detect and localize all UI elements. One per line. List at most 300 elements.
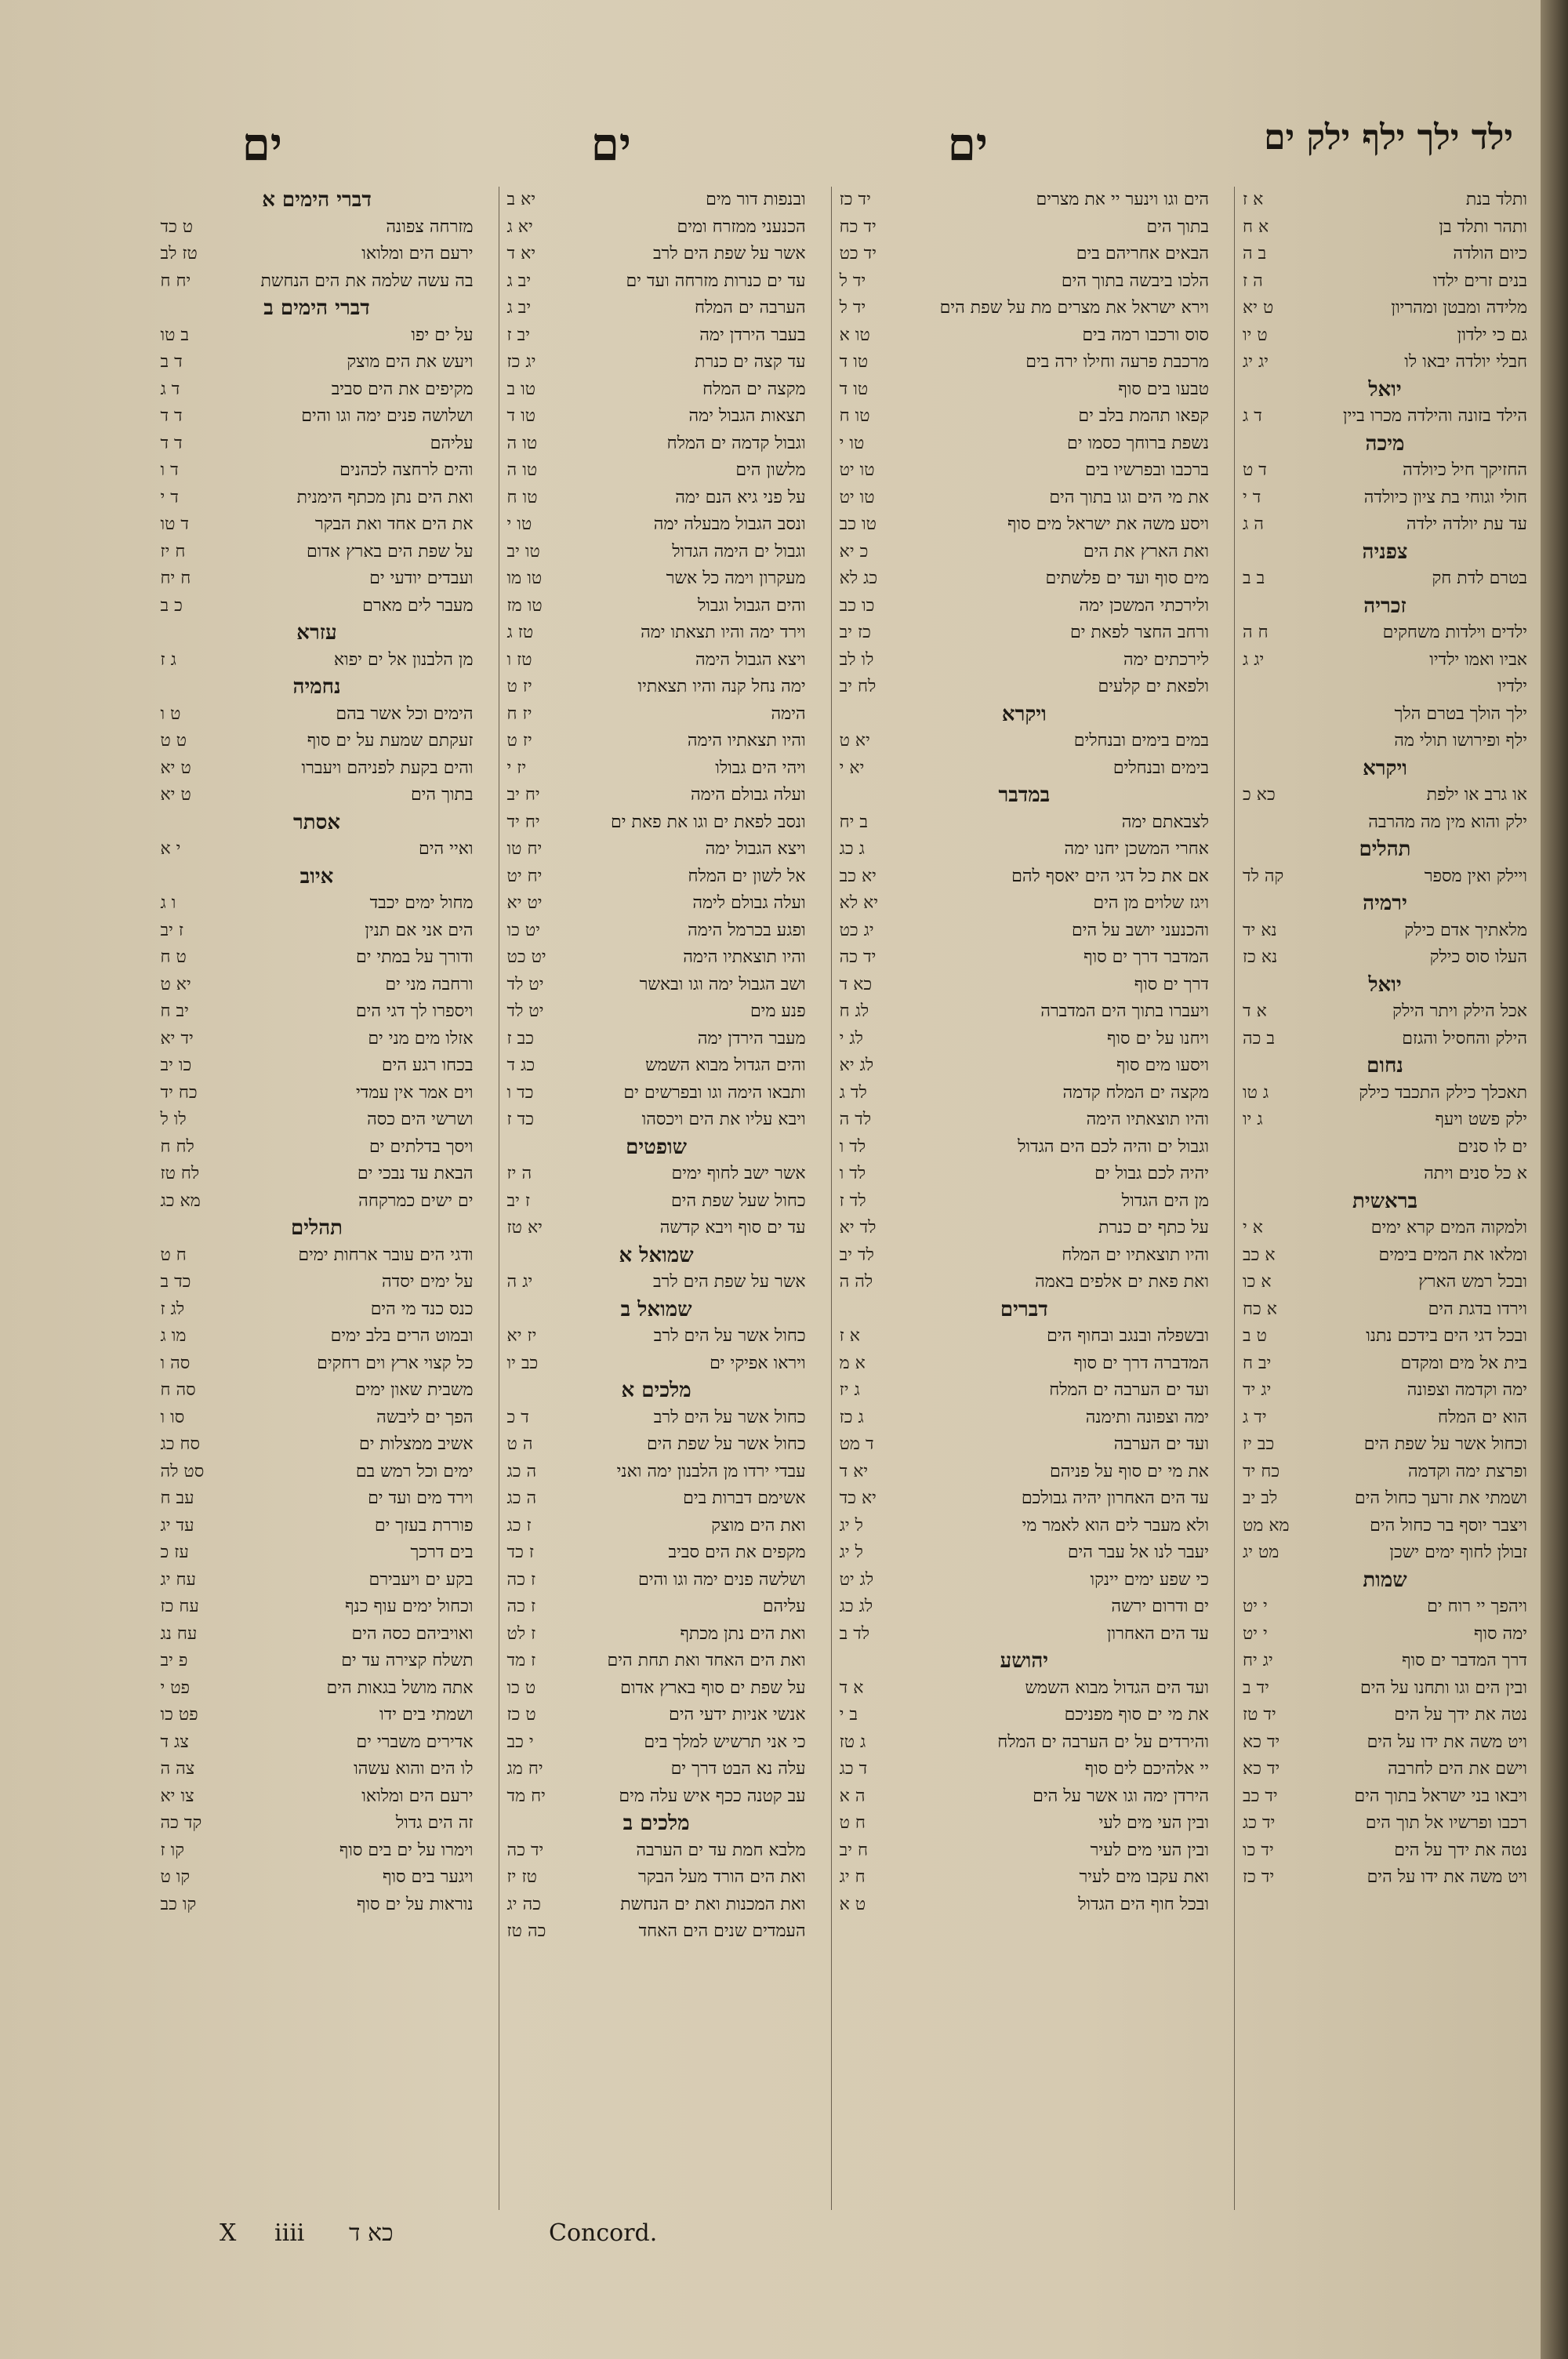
entry-text: ותבאו הימה וגו ובפרשים ים — [623, 1082, 806, 1103]
entry-row — [1243, 403, 1527, 431]
entry-text: בימים ובנחלים — [1112, 758, 1209, 778]
book-heading-text: שופטים — [626, 1135, 688, 1159]
entry-reference: ח יז — [160, 541, 186, 562]
entry-reference: יח יד — [506, 812, 540, 832]
entry-reference: עז כ — [160, 1543, 189, 1562]
entry-text: פוררת בעזך ים — [374, 1515, 474, 1536]
entry-text: ויחנו על ים סוף — [1107, 1028, 1209, 1049]
entry-text: ועלה גבולם לימה — [692, 893, 806, 913]
entry-row — [1243, 728, 1527, 755]
entry-reference: פט כו — [160, 1705, 198, 1725]
entry-text: יהיה לכם גבול ים — [1094, 1164, 1209, 1183]
entry-row — [507, 431, 806, 458]
entry-row — [1243, 782, 1527, 809]
entry-row — [840, 863, 1209, 891]
entry-text: על ים יפו — [411, 325, 474, 345]
entry-text: מלידה ומבטן ומהריון — [1391, 298, 1527, 318]
book-heading — [507, 1810, 806, 1837]
entry-text: עד ים כנרות מזרחה ועד ים — [626, 271, 806, 291]
book-heading-text: אסתר — [292, 810, 341, 834]
entry-reference: יא ט — [160, 974, 191, 994]
entry-text: עד קצה ים כנרת — [695, 352, 806, 372]
entry-text: ופרצת ימה וקדמה — [1407, 1461, 1527, 1481]
entry-text: מקצה ים המלח — [702, 379, 806, 399]
book-heading-text: תהלים — [291, 1216, 343, 1240]
entry-reference: כה טז — [506, 1921, 546, 1941]
entry-row — [160, 1350, 473, 1378]
entry-row — [840, 1783, 1209, 1811]
entry-row — [840, 187, 1209, 214]
entry-row — [840, 1431, 1209, 1459]
entry-row — [840, 918, 1209, 945]
entry-text: כיום הולדה — [1453, 244, 1527, 264]
entry-reference: לד ב — [839, 1623, 870, 1644]
entry-text: ויט משה את ידו על הים — [1367, 1867, 1527, 1887]
entry-text: ועבדים יודעי ים — [369, 569, 474, 588]
entry-text: ובכל חוף הים הגדול — [1078, 1894, 1209, 1914]
entry-text: כי אני תרשיש למלך בים — [644, 1732, 806, 1752]
entry-text: ים לו סנים — [1457, 1136, 1527, 1157]
entry-text: בתוך הים — [1146, 216, 1209, 237]
entry-row — [160, 944, 473, 972]
entry-text: ילף ופירושו תולי מה — [1394, 731, 1527, 751]
entry-reference: ה א — [839, 1786, 866, 1806]
entry-text: תאכלך כילק התכבד כילק — [1359, 1082, 1527, 1103]
entry-row — [160, 1188, 473, 1216]
entry-row — [160, 1134, 473, 1161]
book-heading-text: זכריה — [1363, 594, 1406, 618]
entry-row — [507, 1756, 806, 1783]
entry-text: ושב הגבול ימה וגו ובאשר — [639, 974, 806, 994]
entry-row — [1243, 1810, 1527, 1837]
entry-row — [1243, 1459, 1527, 1486]
book-heading-text: מלכים ב — [622, 1812, 690, 1835]
entry-reference: יט יא — [506, 893, 543, 913]
entry-row — [160, 1161, 473, 1188]
entry-reference: לג ח — [839, 1001, 869, 1021]
entry-row — [1243, 620, 1527, 647]
entry-reference: ט יא — [1243, 298, 1274, 318]
entry-row — [160, 349, 473, 376]
entry-row — [840, 647, 1209, 674]
entry-text: תצאות הגבול ימה — [688, 406, 806, 426]
book-heading-text: ויקרא — [1363, 756, 1407, 780]
entry-reference: ז יב — [506, 1190, 531, 1211]
book-heading — [1243, 1052, 1527, 1080]
entry-reference: מו ג — [160, 1326, 187, 1346]
entry-reference: יח יב — [506, 785, 540, 805]
entry-reference: קו ט — [160, 1867, 191, 1887]
entry-reference: קו ז — [160, 1840, 185, 1860]
entry-reference: א ד — [1243, 1001, 1267, 1021]
entry-reference: לד ו — [839, 1164, 866, 1183]
entry-row — [507, 539, 806, 566]
entry-row — [840, 1756, 1209, 1783]
entry-text: ולפאת ים קלעים — [1098, 677, 1209, 696]
entry-reference: טז ג — [506, 623, 534, 642]
column-head-yam-3: ים — [590, 118, 631, 171]
entry-reference: ז כה — [506, 1569, 536, 1590]
entry-row — [507, 485, 806, 512]
book-heading — [160, 809, 473, 837]
entry-reference: יט כו — [506, 920, 540, 940]
entry-row — [840, 890, 1209, 918]
book-heading-text: ויקרא — [1001, 702, 1047, 726]
entry-reference: ז לט — [506, 1623, 536, 1644]
entry-reference: טו א — [839, 325, 870, 345]
entry-reference: יא כד — [839, 1488, 877, 1508]
entry-row — [507, 755, 806, 783]
entry-row — [1243, 1431, 1527, 1459]
entry-text: רכבו ופרשיו אל תוך הים — [1365, 1813, 1527, 1833]
entry-reference: כו יב — [160, 1056, 192, 1075]
entry-reference: נא כז — [1243, 947, 1278, 967]
entry-row — [840, 1215, 1209, 1242]
entry-text: ופגע בכרמל הימה — [688, 920, 806, 940]
entry-reference: לג כג — [839, 1597, 873, 1616]
entry-row — [1243, 944, 1527, 972]
entry-row — [160, 918, 473, 945]
entry-text: ויילק ואין מספר — [1424, 866, 1527, 886]
entry-text: עב קטנה ככף איש עלה מים — [619, 1786, 806, 1806]
entry-reference: טו י — [839, 433, 865, 453]
entry-text: ובין הים וגו ותחנו על הים — [1360, 1677, 1527, 1698]
book-heading-text: איוב — [299, 864, 334, 889]
entry-row — [160, 1485, 473, 1513]
entry-row — [160, 1296, 473, 1324]
entry-row — [840, 565, 1209, 593]
entry-text: מלשון הים — [735, 460, 806, 480]
entry-row — [1243, 322, 1527, 350]
entry-reference: יד כא — [1243, 1759, 1280, 1779]
entry-text: על ימים יסדה — [381, 1272, 474, 1292]
entry-reference: לג י — [839, 1028, 863, 1049]
entry-reference: י יט — [1243, 1623, 1268, 1644]
entry-reference: עד יג — [160, 1515, 194, 1536]
entry-reference: כג ד — [506, 1056, 535, 1075]
entry-text: ואיי הים — [419, 839, 474, 859]
entry-row — [840, 593, 1209, 620]
entry-text: ושלושה פנים ימה וגו והים — [301, 406, 474, 426]
entry-row — [507, 1513, 806, 1540]
entry-row — [507, 1892, 806, 1919]
entry-row — [160, 268, 473, 296]
entry-reference: ט ט — [160, 731, 187, 751]
entry-reference: יא טז — [506, 1218, 543, 1238]
entry-text: ויסעו מים סוף — [1116, 1056, 1209, 1075]
entry-reference: יז ט — [506, 677, 532, 696]
entry-text: ועד הים הגדול מבוא השמש — [1025, 1677, 1209, 1698]
entry-text: וכחול ימים עוף כנף — [345, 1597, 474, 1616]
entry-text: בה עשה שלמה את הים הנחשת — [260, 271, 474, 291]
entry-row — [507, 1161, 806, 1188]
entry-row — [160, 431, 473, 458]
entry-row — [160, 1783, 473, 1811]
entry-reference: ח יג — [839, 1867, 866, 1887]
entry-row — [840, 1837, 1209, 1865]
entry-row — [160, 1539, 473, 1567]
book-heading — [840, 1296, 1209, 1324]
entry-text: ילך הולך בטרם הלך — [1394, 703, 1527, 724]
entry-reference: כב ז — [506, 1028, 535, 1049]
entry-reference: יח יט — [506, 866, 543, 886]
entry-reference: סה ו — [160, 1353, 191, 1373]
entry-reference: לד ה — [839, 1110, 872, 1129]
entry-reference: כ יא — [839, 541, 869, 562]
entry-row — [1243, 485, 1527, 512]
entry-row — [160, 1675, 473, 1703]
entry-text: ובין העי מים לעי — [1098, 1813, 1209, 1833]
book-heading-text: שמואל א — [619, 1243, 694, 1267]
entry-reference: ה ז — [1243, 271, 1263, 291]
entry-text: אזלו מים מני ים — [368, 1028, 474, 1049]
entry-reference: לד יב — [839, 1245, 874, 1265]
entry-text: העלו סוס כילק — [1429, 947, 1527, 967]
entry-text: וירד מים ועד ים — [368, 1488, 474, 1508]
entry-row — [507, 403, 806, 431]
entry-row — [840, 1107, 1209, 1134]
entry-reference: י א — [160, 839, 181, 859]
entry-text: ודורך על במתי ים — [356, 947, 474, 967]
entry-reference: ט יו — [1243, 325, 1268, 345]
entry-row — [840, 1377, 1209, 1405]
entry-text: עבדי ירדו מן הלבנון ימה ואני — [616, 1461, 806, 1481]
entry-text: ואת הים נתן מכתף — [680, 1623, 806, 1644]
entry-text: ונסב לפאת ים וגו את פאת ים — [611, 812, 806, 832]
entry-row — [160, 403, 473, 431]
entry-row — [840, 322, 1209, 350]
entry-reference: טז ו — [506, 649, 532, 670]
entry-text: מים סוף ועד ים פלשתים — [1045, 569, 1209, 588]
entry-reference: טו ד — [839, 379, 869, 399]
entry-reference: יז ח — [506, 703, 532, 724]
entry-text: ויצא הגבול ימה — [705, 839, 806, 859]
entry-text: ויסע משה את ישראל מים סוף — [1007, 514, 1209, 534]
entry-reference: יד כא — [1243, 1732, 1280, 1752]
book-heading — [1243, 376, 1527, 404]
entry-reference: לג ז — [160, 1299, 185, 1319]
entry-row — [507, 511, 806, 539]
entry-reference: יב ח — [1243, 1353, 1272, 1373]
entry-text: ולא מעבר לים הוא לאמר מי — [1022, 1515, 1209, 1536]
entry-row — [1243, 647, 1527, 674]
catchword: Concord. — [549, 2219, 658, 2247]
entry-row — [1243, 1350, 1527, 1378]
book-heading — [507, 1377, 806, 1405]
entry-row — [160, 1810, 473, 1837]
entry-reference: כב יו — [506, 1353, 539, 1373]
entry-reference: טו יט — [839, 460, 875, 480]
entry-text: הירדן ימה וגו אשר על הים — [1033, 1786, 1209, 1806]
entry-reference: יג יח — [1243, 1651, 1273, 1670]
book-heading-text: ירמיה — [1363, 892, 1407, 915]
entry-reference: א י — [1243, 1218, 1263, 1238]
entry-reference: ט ו — [160, 703, 181, 724]
entry-reference: עב ח — [160, 1488, 194, 1508]
entry-reference: טו מז — [506, 595, 543, 616]
entry-row — [1243, 295, 1527, 322]
entry-row — [507, 214, 806, 242]
entry-row — [840, 1594, 1209, 1621]
entry-row — [840, 349, 1209, 376]
entry-text: כחול אשר על הים לרב — [653, 1326, 806, 1346]
entry-row — [160, 647, 473, 674]
entry-text: סוס ורכבו רמה בים — [1082, 325, 1209, 345]
entry-row — [160, 1648, 473, 1675]
entry-reference: יד כט — [839, 244, 877, 264]
entry-row — [840, 431, 1209, 458]
entry-text: והכנעני יושב על הים — [1071, 920, 1209, 940]
entry-text: הילק והחסיל והגזם — [1402, 1028, 1527, 1049]
entry-row — [1243, 998, 1527, 1026]
entry-reference: ה כג — [506, 1461, 537, 1481]
entry-row — [1243, 1107, 1527, 1134]
entry-row — [507, 1567, 806, 1594]
entry-row — [840, 1864, 1209, 1892]
entry-text: ובכל רמש הארץ — [1418, 1272, 1527, 1292]
book-heading-text: דברים — [1000, 1297, 1048, 1321]
entry-row — [840, 809, 1209, 837]
entry-text: ואת הים הורד מעל הבקר — [637, 1867, 806, 1887]
entry-row — [1243, 701, 1527, 729]
book-heading-text: בראשית — [1352, 1189, 1418, 1213]
entry-text: בתוך הים — [410, 785, 474, 805]
entry-reference: לד ו — [839, 1136, 866, 1157]
entry-text: ויגער בים סוף — [383, 1867, 474, 1887]
entry-row — [507, 1188, 806, 1216]
entry-row — [1243, 1269, 1527, 1296]
entry-text: אשר על שפת הים לרב — [652, 244, 806, 264]
entry-text: ורחב החצר לפאת ים — [1070, 623, 1209, 642]
entry-text: ים ודרום ירשה — [1111, 1597, 1209, 1616]
entry-reference: ז כה — [506, 1597, 536, 1616]
entry-row — [160, 728, 473, 755]
entry-reference: ד ג — [1243, 406, 1262, 426]
entry-row — [840, 1161, 1209, 1188]
entry-row — [1243, 1323, 1527, 1350]
entry-row — [507, 809, 806, 837]
entry-text: ואת הים מוצק — [711, 1515, 806, 1536]
entry-row — [1243, 214, 1527, 242]
entry-text: במים בימים ובנחלים — [1073, 731, 1209, 751]
entry-reference: ה ט — [506, 1434, 533, 1454]
entry-text: ויט משה את ידו על הים — [1367, 1732, 1527, 1752]
entry-reference: טו י — [506, 514, 532, 534]
entry-row — [160, 1107, 473, 1134]
entry-text: מחול ימים יכבד — [369, 893, 474, 913]
entry-reference: טז לב — [160, 244, 198, 264]
book-heading — [1243, 836, 1527, 863]
entry-reference: לו לב — [839, 649, 874, 670]
entry-row — [840, 1513, 1209, 1540]
entry-text: וימרו על ים בים סוף — [339, 1840, 474, 1860]
entry-text: מלבא חמת עד ים הערבה — [636, 1840, 806, 1860]
entry-row — [1243, 1837, 1527, 1865]
book-heading-text: יואל — [1368, 972, 1402, 997]
entry-text: כחול אשר על הים לרב — [653, 1407, 806, 1427]
entry-reference: טו ה — [506, 433, 538, 453]
entry-text: ותלד בנת — [1465, 190, 1527, 209]
book-heading — [1243, 890, 1527, 918]
entry-text: נשפת ברוחך כסמו ים — [1067, 433, 1209, 453]
entry-reference: כד ז — [506, 1110, 535, 1129]
entry-reference: ב ה — [1243, 244, 1267, 264]
book-heading — [1243, 755, 1527, 783]
entry-row — [507, 782, 806, 809]
entry-row — [1243, 1296, 1527, 1324]
entry-text: ויהפך יי רוח ים — [1427, 1597, 1527, 1616]
entry-text: המדבר דרך ים סוף — [1083, 947, 1209, 967]
entry-row — [160, 1052, 473, 1080]
entry-text: החזיקך חיל כיולדה — [1403, 460, 1527, 480]
page-footer — [188, 2219, 1364, 2259]
entry-reference: א ד — [839, 1677, 864, 1698]
entry-reference: ג טו — [1243, 1082, 1269, 1103]
entry-text: על פני גיא הנם ימה — [675, 487, 806, 507]
entry-row — [160, 322, 473, 350]
entry-text: משבית שאון ימים — [354, 1380, 474, 1400]
entry-reference: ל יג — [839, 1543, 863, 1562]
entry-text: הימים וכל אשר בהם — [336, 703, 474, 724]
entry-row — [160, 241, 473, 268]
entry-reference: יד כח — [839, 216, 877, 237]
entry-reference: יא ד — [506, 244, 536, 264]
entry-reference: ט א — [839, 1894, 866, 1914]
entry-row — [160, 593, 473, 620]
entry-text: זבולן לחוף ימים ישכן — [1389, 1543, 1527, 1562]
entry-row — [507, 1080, 806, 1107]
entry-reference: ה כג — [506, 1488, 537, 1508]
entry-text: עליהם — [430, 433, 474, 453]
entry-row — [160, 1567, 473, 1594]
entry-row — [840, 376, 1209, 404]
entry-text: ושלשה פנים ימה וגו והים — [637, 1569, 806, 1590]
entry-text: בית אל מים ומקדם — [1400, 1353, 1527, 1373]
entry-row — [507, 863, 806, 891]
book-heading-text: נחמיה — [292, 675, 341, 699]
entry-row — [1243, 1161, 1527, 1188]
entry-row — [1243, 1242, 1527, 1270]
entry-reference: ט ב — [1243, 1326, 1267, 1346]
entry-text: ועד ים הערבה ים המלח — [1049, 1380, 1209, 1400]
entry-row — [1243, 918, 1527, 945]
entry-row — [1243, 1134, 1527, 1161]
entry-reference: ד ג — [160, 379, 180, 399]
entry-row — [840, 1134, 1209, 1161]
book-heading-text: במדבר — [998, 783, 1051, 807]
book-heading — [840, 701, 1209, 729]
entry-reference: כה יג — [506, 1894, 541, 1914]
entry-reference: סו ו — [160, 1407, 185, 1427]
book-heading — [507, 1134, 806, 1161]
entry-reference: ז מד — [506, 1651, 536, 1670]
entry-reference: יט לד — [506, 974, 544, 994]
entry-row — [1243, 1756, 1527, 1783]
entry-text: ואויביהם כסה הים — [351, 1623, 474, 1644]
entry-reference: יד ל — [839, 298, 866, 318]
entry-text: לירכתים ימה — [1123, 649, 1209, 670]
entry-row — [1243, 268, 1527, 296]
entry-text: את מי ים סוף מפניכם — [1064, 1705, 1209, 1725]
entry-row — [160, 1729, 473, 1757]
entry-row — [160, 1269, 473, 1296]
book-heading — [160, 674, 473, 701]
entry-reference: ה ג — [1243, 514, 1264, 534]
entry-text: ואת עקבו מים לעיר — [1079, 1867, 1209, 1887]
entry-text: ואת הארץ את הים — [1083, 541, 1209, 562]
entry-reference: א כח — [1243, 1299, 1277, 1319]
entry-text: נטה את ידך על הים — [1394, 1840, 1527, 1860]
